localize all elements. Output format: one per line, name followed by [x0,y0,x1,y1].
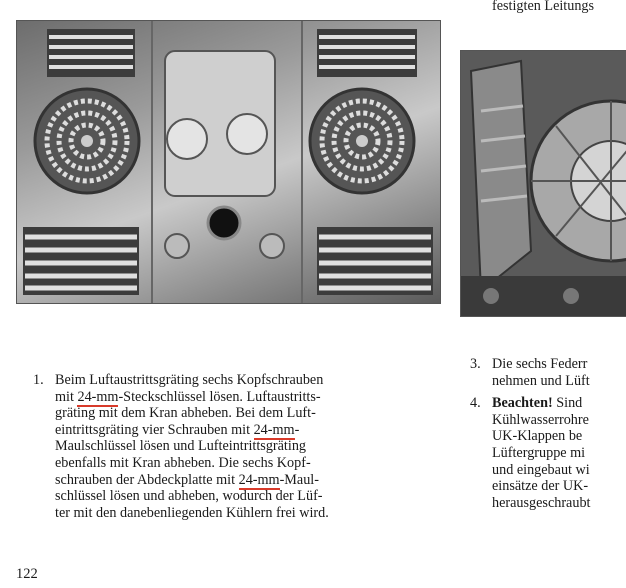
text-line: 1. Beim Luftaustrittsgräting sechs Kopfschrauben [33,372,324,388]
instruction-item-1 [33,372,423,521]
text-line: UK-Klappen be [492,428,583,445]
text-line: mit 24-mm-Steckschlüssel lösen. Luftaustritts- [55,388,321,405]
text-line: ebenfalls mit Kran abheben. Die sechs Kopf- [55,454,311,471]
text-line: Lüftergruppe mi [492,444,586,461]
header-fragment: festigten Leitungs [492,0,595,14]
text-line: ter mit den danebenliegenden Kühlern frei wird. [55,504,329,521]
instruction-item-4 [470,395,626,511]
underlined-size: 24-mm [77,388,119,405]
fan-assembly-photo [460,50,626,317]
text-line: schrauben der Abdeckplatte mit 24-mm-Maul- [55,471,319,488]
instruction-item-3 [470,356,626,389]
text-line: und eingebaut wi [492,461,590,478]
item-number: 4. [470,395,481,412]
text-line: eintrittsgräting vier Schrauben mit 24-mm- [55,421,300,438]
text-line: einsätze der UK- [492,478,589,495]
text-line: gräting mit dem Kran abheben. Bei dem Luft- [55,405,316,422]
text-line: Maulschlüssel lösen und Lufteintrittsgräting [55,438,307,455]
text-line: herausgeschraubt [492,494,591,511]
item-number: 3. [470,356,481,372]
underlined-size: 24-mm [238,471,280,488]
text-line: schlüssel lösen und abheben, wodurch der Lüf- [55,488,323,505]
engine-deck-illustration [17,21,440,303]
engine-deck-photo [16,20,441,304]
underlined-size: 24-mm [253,421,295,438]
item-number: 1. [33,372,44,388]
bold-lead: Beachten! [492,395,553,412]
text-line: 4. Beachten! Sind [470,395,583,412]
text-line: Kühlwasserrohre [492,411,589,428]
page-number: 122 [16,566,38,582]
text-line: 3. Die sechs Federr [470,356,588,372]
fan-assembly-illustration [461,51,626,316]
instruction-items-right [470,356,626,511]
text-line: nehmen und Lüft [492,372,590,389]
